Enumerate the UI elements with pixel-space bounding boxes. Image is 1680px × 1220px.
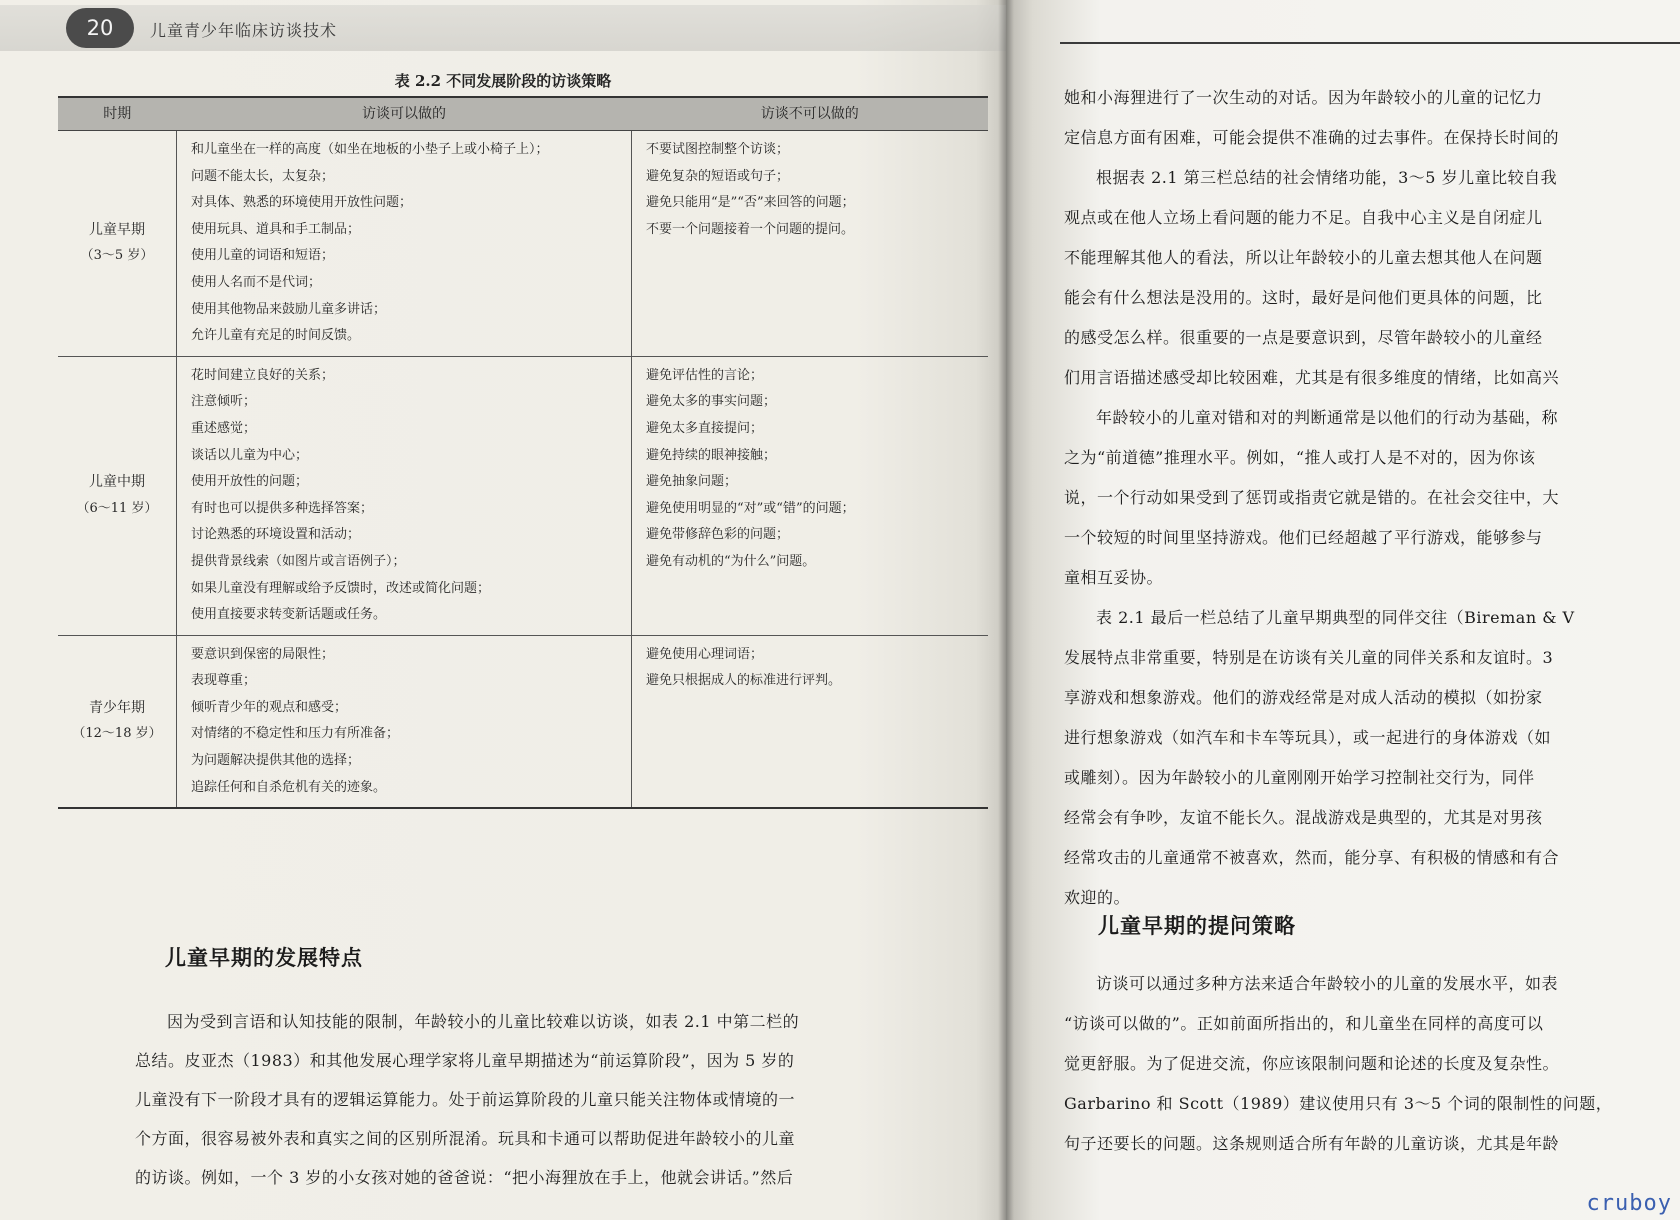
paragraph-line: 访谈可以通过多种方法来适合年龄较小的儿童的发展水平，如表: [1096, 974, 1559, 993]
paragraph-line: Garbarino 和 Scott（1989）建议使用只有 3～5 个词的限制性的问题，: [1064, 1094, 1613, 1113]
dont-cell: [632, 356, 989, 635]
paragraph-line: 不能理解其他人的看法，所以让年龄较小的儿童去想其他人在问题: [1064, 248, 1543, 267]
paragraph-line: 儿童没有下一阶段才具有的逻辑运算能力。处于前运算阶段的儿童只能关注物体或情境的一: [135, 1090, 796, 1109]
table-row: [58, 131, 988, 357]
period-cell: [58, 131, 177, 357]
section-heading-development: 儿童早期的发展特点: [165, 946, 363, 970]
paragraph-line: 发展特点非常重要，特别是在访谈有关儿童的同伴关系和友谊时。3: [1064, 648, 1554, 667]
paragraph-line: “访谈可以做的”。正如前面所指出的，和儿童坐在同样的高度可以: [1064, 1014, 1544, 1033]
strategy-item: 避免抽象问题；: [646, 474, 738, 490]
strategy-item: 避免持续的眼神接触；: [646, 447, 777, 463]
paragraph-line: 个方面，很容易被外表和真实之间的区别所混淆。玩具和卡通可以帮助促进年龄较小的儿童: [135, 1129, 796, 1148]
do-cell: [177, 635, 632, 808]
strategy-item: 避免有动机的“为什么”问题。: [646, 553, 816, 569]
paragraph-line: 的感受怎么样。很重要的一点是要意识到，尽管年龄较小的儿童经: [1064, 328, 1543, 347]
paragraph-line: 或雕刻）。因为年龄较小的儿童刚刚开始学习控制社交行为，同伴: [1064, 768, 1535, 787]
paragraph-line: 表 2.1 最后一栏总结了儿童早期典型的同伴交往（Bireman & V: [1096, 608, 1575, 627]
strategy-item: 使用玩具、道具和手工制品；: [191, 221, 361, 237]
paragraph-line: 她和小海狸进行了一次生动的对话。因为年龄较小的儿童的记忆力: [1064, 88, 1543, 107]
period-cell: [58, 356, 177, 635]
period-cell: [58, 635, 177, 808]
paragraph-line: 进行想象游戏（如汽车和卡车等玩具），或一起进行的身体游戏（如: [1064, 728, 1552, 747]
strategy-item: 为问题解决提供其他的选择；: [191, 753, 361, 769]
strategy-item: 表现尊重；: [191, 673, 257, 689]
strategy-item: 避免只根据成人的标准进行评判。: [646, 673, 842, 689]
paragraph-line: 享游戏和想象游戏。他们的游戏经常是对成人活动的模拟（如扮家: [1064, 688, 1543, 707]
strategy-item: 对具体、熟悉的环境使用开放性问题；: [191, 195, 413, 211]
paragraph-line: 定信息方面有困难，可能会提供不准确的过去事件。在保持长时间的: [1064, 128, 1560, 147]
strategy-item: 使用人名而不是代词；: [191, 274, 322, 290]
strategy-item: 避免使用明显的“对”或“错”的问题；: [646, 500, 855, 516]
header-do: 访谈可以做的: [177, 97, 632, 131]
strategy-item: 提供背景线索（如图片或言语例子）；: [191, 553, 406, 569]
page-number-badge: 20: [66, 8, 134, 48]
section-heading-questioning: 儿童早期的提问策略: [1098, 914, 1296, 938]
strategy-item: 避免使用心理词语；: [646, 646, 764, 662]
paragraph-line: 觉更舒服。为了促进交流，你应该限制问题和论述的长度及复杂性。: [1064, 1054, 1560, 1073]
paragraph-line: 年龄较小的儿童对错和对的判断通常是以他们的行动为基础，称: [1096, 408, 1559, 427]
strategy-item: 要意识到保密的局限性；: [191, 646, 335, 662]
paragraph-development: [135, 1002, 993, 1197]
strategy-item: 如果儿童没有理解或给予反馈时，改述或简化问题；: [191, 580, 491, 596]
strategy-item: 避免太多直接提问；: [646, 420, 764, 436]
strategy-item: 避免只能用“是”“否”来回答的问题；: [646, 195, 855, 211]
right-text-block-1: [1064, 78, 1680, 918]
paragraph-line: 说，一个行动如果受到了惩罚或指责它就是错的。在社会交往中，大: [1064, 488, 1560, 507]
strategy-item: 使用开放性的问题；: [191, 474, 309, 490]
strategy-item: 注意倾听；: [191, 394, 257, 410]
strategy-item: 避免复杂的短语或句子；: [646, 168, 790, 184]
running-title: 儿童青少年临床访谈技术: [150, 21, 338, 40]
strategy-item: 使用儿童的词语和短语；: [191, 248, 335, 264]
strategy-item: 追踪任何和自杀危机有关的迹象。: [191, 779, 387, 795]
strategy-item: 不要试图控制整个访谈；: [646, 142, 790, 157]
paragraph-line: 欢迎的。: [1064, 888, 1131, 907]
paragraph-line: 经常攻击的儿童通常不被喜欢，然而，能分享、有积极的情感和有合: [1064, 848, 1560, 867]
paragraph-line: 经常会有争吵，友谊不能长久。混战游戏是典型的，尤其是对男孩: [1064, 808, 1543, 827]
header-period: 时期: [58, 97, 177, 131]
strategy-item: 使用其他物品来鼓励儿童多讲话；: [191, 301, 387, 317]
do-cell: [177, 356, 632, 635]
paragraph-line: 能会有什么想法是没用的。这时，最好是问他们更具体的问题，比: [1064, 288, 1543, 307]
strategy-item: 有时也可以提供多种选择答案；: [191, 500, 374, 516]
strategy-item: 允许儿童有充足的时间反馈。: [191, 328, 361, 344]
paragraph-line: 总结。皮亚杰（1983）和其他发展心理学家将儿童早期描述为“前运算阶段”，因为 5 岁的: [135, 1051, 795, 1070]
paragraph-line: 的访谈。例如，一个 3 岁的小女孩对她的爸爸说：“把小海狸放在手上，他就会讲话。”然后: [135, 1168, 794, 1187]
strategy-item: 倾听青少年的观点和感受；: [191, 699, 348, 715]
paragraph-line: 根据表 2.1 第三栏总结的社会情绪功能，3～5 岁儿童比较自我: [1096, 168, 1558, 187]
do-cell: [177, 131, 632, 357]
header-rule: [1060, 42, 1680, 44]
book-gutter: [998, 0, 1014, 1220]
paragraph-line: 一个较短的时间里坚持游戏。他们已经超越了平行游戏，能够参与: [1064, 528, 1543, 547]
period-name: 儿童中期: [89, 474, 145, 491]
period-age: （6～11 岁）: [76, 500, 158, 516]
dont-cell: [632, 635, 989, 808]
table-header-row: [58, 97, 988, 131]
strategy-item: 避免太多的事实问题；: [646, 394, 777, 410]
right-text-block-2: [1064, 964, 1680, 1164]
watermark: cruboy: [1586, 1191, 1672, 1216]
paragraph-line: 观点或在他人立场上看问题的能力不足。自我中心主义是自闭症儿: [1064, 208, 1543, 227]
period-name: 儿童早期: [89, 221, 145, 238]
strategy-item: 对情绪的不稳定性和压力有所准备；: [191, 726, 400, 742]
period-age: （3～5 岁）: [80, 248, 154, 264]
dont-cell: [632, 131, 989, 357]
strategy-item: 花时间建立良好的关系；: [191, 367, 335, 383]
strategy-item: 和儿童坐在一样的高度（如坐在地板的小垫子上或小椅子上）；: [191, 142, 549, 157]
table-row: [58, 356, 988, 635]
strategy-item: 使用直接要求转变新话题或任务。: [191, 607, 387, 623]
paragraph-line: 童相互妥协。: [1064, 568, 1164, 587]
strategy-item: 避免评估性的言论；: [646, 367, 764, 383]
period-name: 青少年期: [89, 699, 145, 716]
strategy-item: 避免带修辞色彩的问题；: [646, 527, 790, 543]
header-dont: 访谈不可以做的: [632, 97, 989, 131]
period-age: （12～18 岁）: [72, 726, 162, 742]
strategy-item: 问题不能太长，太复杂；: [191, 168, 335, 184]
strategy-item: 讨论熟悉的环境设置和活动；: [191, 527, 361, 543]
paragraph-line: 之为“前道德”推理水平。例如，“推人或打人是不对的，因为你该: [1064, 448, 1536, 467]
strategy-table: [58, 96, 988, 809]
strategy-item: 重述感觉；: [191, 420, 257, 436]
paragraph-line: 句子还要长的问题。这条规则适合所有年龄的儿童访谈，尤其是年龄: [1064, 1134, 1560, 1153]
paragraph-line: 因为受到言语和认知技能的限制，年龄较小的儿童比较难以访谈，如表 2.1 中第二栏的: [167, 1012, 800, 1031]
strategy-item: 谈话以儿童为中心；: [191, 447, 309, 463]
paragraph-line: 们用言语描述感受却比较困难，尤其是有很多维度的情绪，比如高兴: [1064, 368, 1560, 387]
table-row: [58, 635, 988, 808]
table-title: 表 2.2 不同发展阶段的访谈策略: [394, 72, 612, 90]
strategy-item: 不要一个问题接着一个问题的提问。: [646, 221, 855, 237]
